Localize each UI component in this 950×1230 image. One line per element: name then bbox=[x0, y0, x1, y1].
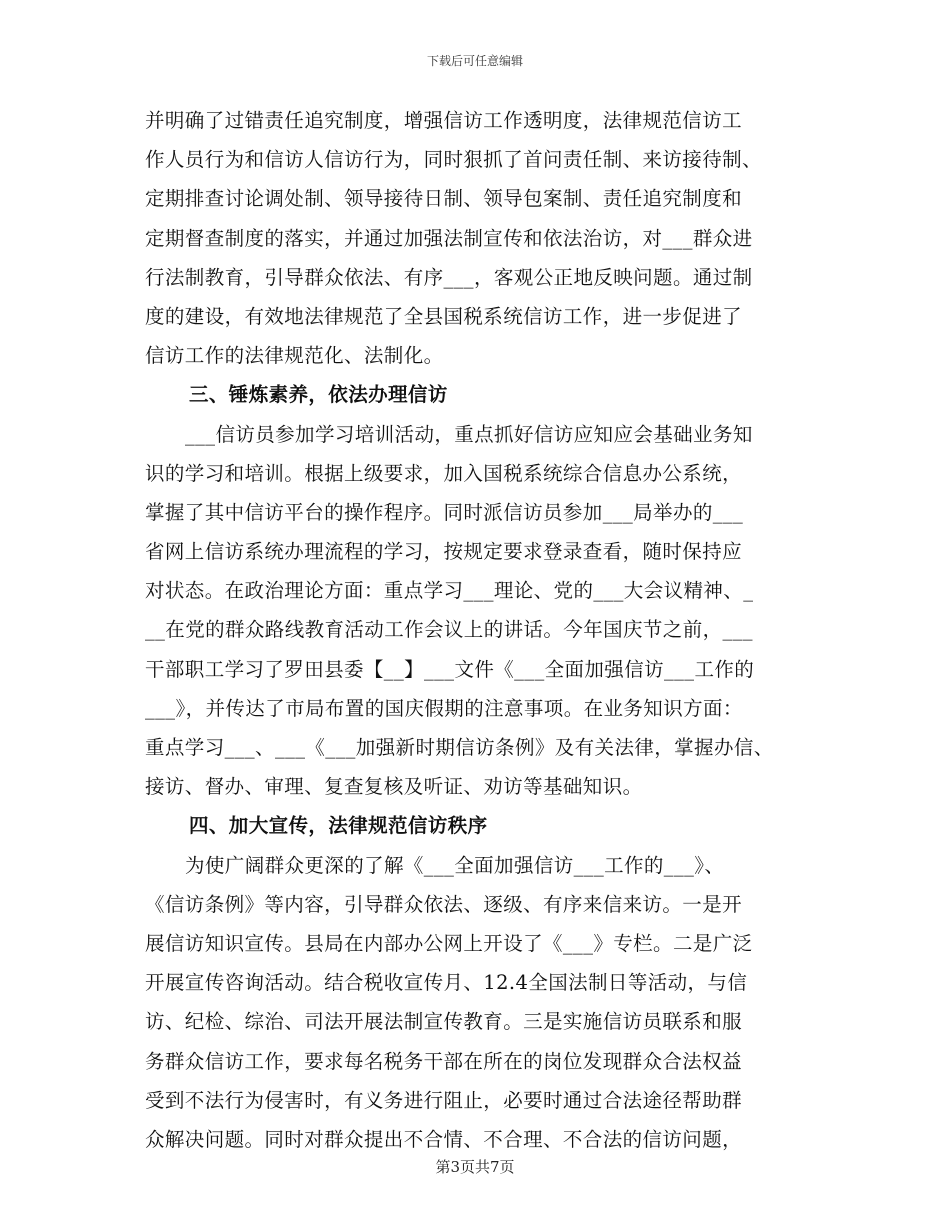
page-number: 第3页共7页 bbox=[435, 1158, 515, 1176]
body-line: 行法制教育，引导群众依法、有序___，客观公正地反映问题。通过制 bbox=[145, 265, 753, 289]
body-line: 作人员行为和信访人信访行为，同时狠抓了首问责任制、来访接待制、 bbox=[145, 148, 762, 172]
body-line: 重点学习___、___《___加强新时期信访条例》及有关法律，掌握办信、 bbox=[145, 736, 774, 759]
body-line: ___》，并传达了市局布置的国庆假期的注意事项。在业务知识方面： bbox=[145, 696, 743, 720]
body-line: 众解决问题。同时对群众提出不合情、不合理、不合法的信访问题， bbox=[145, 1127, 743, 1151]
body-line: 省网上信访系统办理流程的学习，按规定要求登录查看，随时保持应 bbox=[145, 540, 743, 564]
body-line: __在党的群众路线教育活动工作会议上的讲话。今年国庆节之前，___ bbox=[145, 618, 753, 642]
body-line: 访、纪检、综治、司法开展法制宣传教育。三是实施信访员联系和服 bbox=[145, 1010, 743, 1034]
body-line: 展信访知识宣传。县局在内部办公网上开设了《___》专栏。二是广泛 bbox=[145, 931, 753, 955]
body-line: 并明确了过错责任追究制度，增强信访工作透明度，法律规范信访工 bbox=[145, 109, 743, 132]
body-line: 定期督查制度的落实，并通过加强法制宣传和依法治访，对___群众进 bbox=[145, 226, 753, 250]
body-line: 对状态。在政治理论方面：重点学习___理论、党的___大会议精神、_ bbox=[145, 579, 754, 603]
body-line: 掌握了其中信访平台的操作程序。同时派信访员参加___局举办的___ bbox=[145, 500, 744, 524]
body-line: 定期排查讨论调处制、领导接待日制、领导包案制、责任追究制度和 bbox=[145, 187, 743, 211]
body-line: 接访、督办、审理、复查复核及听证、劝访等基础知识。 bbox=[145, 775, 643, 799]
document-body bbox=[145, 101, 817, 1159]
body-line: 《信访条例》等内容，引导群众依法、逐级、有序来信来访。一是开 bbox=[145, 892, 743, 916]
body-line: 务群众信访工作，要求每名税务干部在所在的岗位发现群众合法权益 bbox=[145, 1049, 743, 1073]
section-heading-4: 四、加大宣传，法律规范信访秩序 bbox=[189, 814, 488, 838]
page-header: 下载后可任意编辑 bbox=[426, 54, 523, 68]
paragraph-first-line: ___信访员参加学习培训活动，重点抓好信访应知应会基础业务知 bbox=[185, 422, 753, 446]
body-line: 开展宣传咨询活动。结合税收宣传月、12.4全国法制日等活动，与信 bbox=[145, 971, 748, 995]
paragraph-first-line: 为使广阔群众更深的了解《___全面加强信访___工作的___》、 bbox=[185, 853, 725, 877]
body-line: 信访工作的法律规范化、法制化。 bbox=[145, 344, 444, 368]
body-line: 受到不法行为侵害时，有义务进行阻止，必要时通过合法途径帮助群 bbox=[145, 1088, 743, 1112]
section-heading-3: 三、锤炼素养，依法办理信访 bbox=[189, 383, 448, 407]
body-line: 干部职工学习了罗田县委【__】___文件《___全面加强信访___工作的 bbox=[145, 657, 755, 681]
body-line: 度的建设，有效地法律规范了全县国税系统信访工作，进一步促进了 bbox=[145, 304, 743, 328]
body-line: 识的学习和培训。根据上级要求，加入国税系统综合信息办公系统， bbox=[145, 461, 743, 485]
